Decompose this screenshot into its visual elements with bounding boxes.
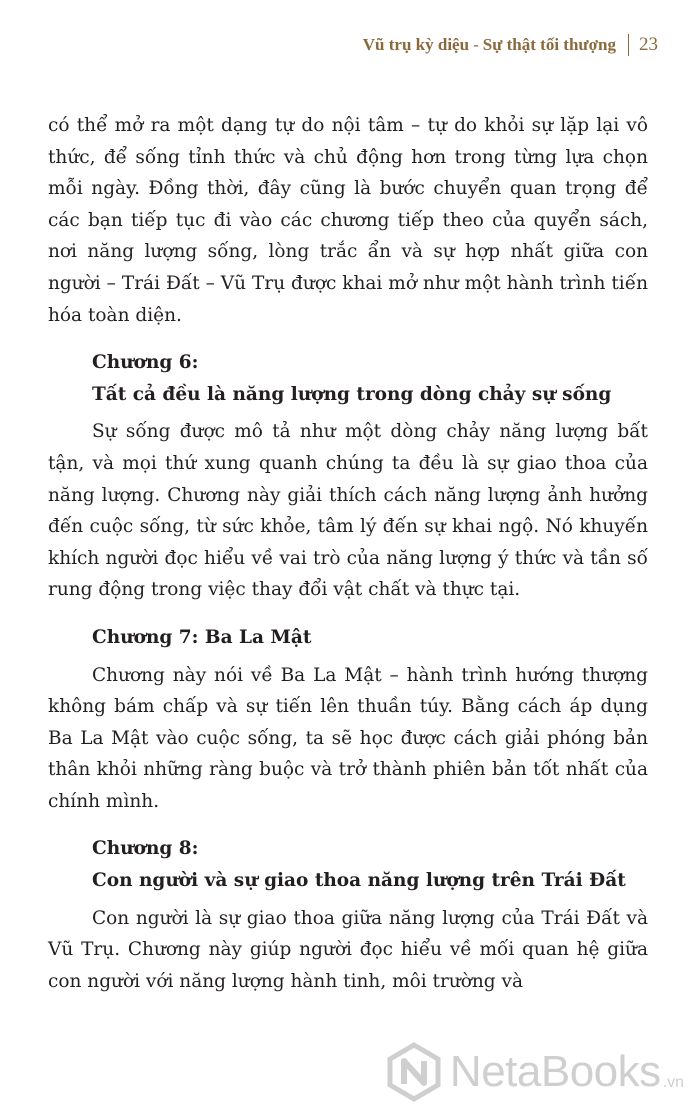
chapter-6-label: Chương 6: xyxy=(92,352,199,374)
chapter-6-summary: Sự sống được mô tả như một dòng chảy năng lượng bất tận, và mọi thứ xung quanh chúng ta đều là sự giao thoa của năng lượng. Chương này giải thích cách năng lượng ảnh hưởng đến cuộc sống, từ sức khỏe, tâm lý đến sự khai ngộ. Nó khuyến khích người đọc hiểu về vai trò của năng lượng ý thức và tần số rung động trong việc thay đổi vật chất và thực tại. xyxy=(48,421,648,601)
paragraph-continuation: có thể mở ra một dạng tự do nội tâm – tự do khỏi sự lặp lại vô thức, để sống tỉnh thức và chủ động hơn trong từng lựa chọn mỗi ngày. Đồng thời, đây cũng là bước chuyển quan trọng để các bạn tiếp tục đi vào các chương tiếp theo của quyển sách, nơi năng lượng sống, lòng trắc ẩn và sự hợp nhất giữa con người – Trái Đất – Vũ Trụ được khai mở như một hành trình tiến hóa toàn diện. xyxy=(48,115,648,326)
chapter-8-title: Con người và sự giao thoa năng lượng trên Trái Đất xyxy=(92,870,626,892)
chapter-8-label: Chương 8: xyxy=(92,838,199,860)
header-book-title: Vũ trụ kỳ diệu xyxy=(362,35,470,54)
chapter-7-label: Chương 7: Ba La Mật xyxy=(92,626,312,648)
page-body xyxy=(48,110,648,997)
watermark-brand: NetaBooks xyxy=(449,1047,661,1096)
chapter-6-title: Tất cả đều là năng lượng trong dòng chảy sự sống xyxy=(92,383,612,405)
netabooks-logo-icon xyxy=(384,1042,444,1102)
chapter-8-summary: Con người là sự giao thoa giữa năng lượng của Trái Đất và Vũ Trụ. Chương này giúp người đọc hiểu về mối quan hệ giữa con người với năng lượng hành tinh, môi trường và xyxy=(48,907,648,992)
page-number: 23 xyxy=(639,34,658,55)
header-subtitle: Sự thật tối thượng xyxy=(482,35,616,54)
watermark xyxy=(384,1042,684,1102)
header-divider xyxy=(628,34,629,56)
watermark-tld: .vn xyxy=(662,1074,684,1091)
running-header xyxy=(363,34,658,56)
chapter-7-summary: Chương này nói về Ba La Mật – hành trình hướng thượng không bám chấp và sự tiến lên thuần túy. Bằng cách áp dụng Ba La Mật vào cuộc sống, ta sẽ học được cách giải phóng bản thân khỏi những ràng buộc và trở thành phiên bản tốt nhất của chính mình. xyxy=(48,664,648,812)
header-separator: - xyxy=(473,35,479,54)
